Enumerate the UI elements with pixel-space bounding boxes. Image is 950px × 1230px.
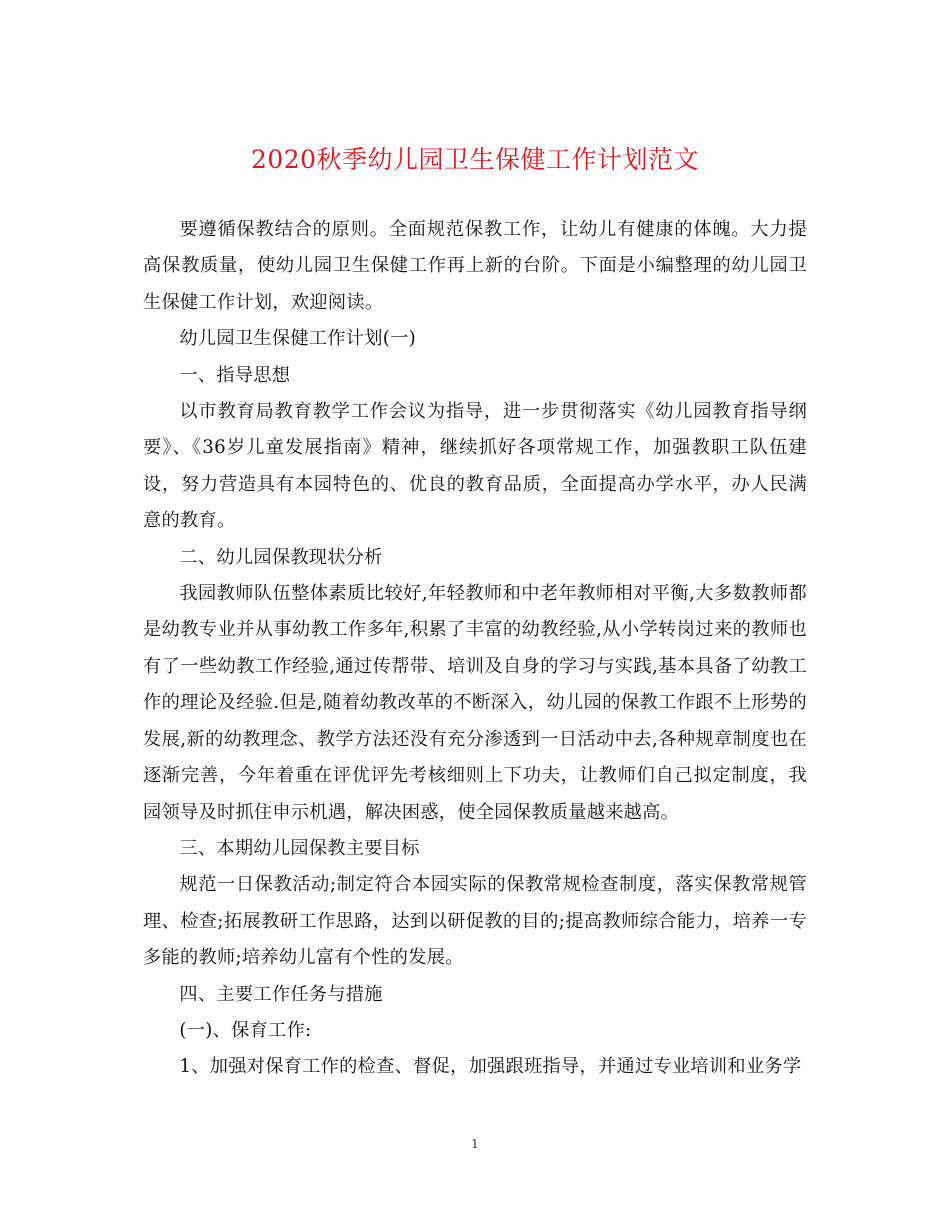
section-heading-main-goals: 三、本期幼儿园保教主要目标 <box>179 837 420 859</box>
paragraph-guiding-ideology: 以市教育局教育教学工作会议为指导，进一步贯彻落实《幼儿园教育指导纲要》、《36岁儿童发展指南》精神，继续抓好各项常规工作，加强教职工队伍建设，努力营造具有本园特色的、优良的教育品质，全面提高办学水平，办人民满意的教育。 <box>143 401 807 532</box>
document-body <box>143 212 807 1086</box>
paragraph-main-goals: 规范一日保教活动;制定符合本园实际的保教常规检查制度，落实保教常规管理、检查;拓展教研工作思路，达到以研促教的目的;提高教师综合能力，培养一专多能的教师;培养幼儿富有个性的发展。 <box>143 874 807 969</box>
paragraph-plan-heading: 幼儿园卫生保健工作计划(一) <box>179 328 417 350</box>
page-number: 1 <box>471 1137 479 1151</box>
document-title: 2020秋季幼儿园卫生保健工作计划范文 <box>250 145 700 174</box>
paragraph-status-analysis: 我园教师队伍整体素质比较好,年轻教师和中老年教师相对平衡,大多数教师都是幼教专业并从事幼教工作多年,积累了丰富的幼教经验,从小学转岗过来的教师也有了一些幼教工作经验,通过传帮带、培训及自身的学习与实践,基本具备了幼教工作的理论及经验.但是,随着幼教改革的不断深入，幼儿园的保教工作跟不上形势的发展,新的幼教理念、教学方法还没有充分渗透到一日活动中去,各种规章制度也在逐渐完善，今年着重在评优评先考核细则上下功夫，让教师们自己拟定制度，我园领导及时抓住申示机遇，解决困惑，使全园保教质量越来越高。 <box>143 583 807 823</box>
section-heading-guiding-ideology: 一、指导思想 <box>179 364 291 386</box>
subsection-heading-care-work: (一)、保育工作: <box>179 1019 312 1041</box>
paragraph-intro: 要遵循保教结合的原则。全面规范保教工作，让幼儿有健康的体魄。大力提高保教质量，使幼儿园卫生保健工作再上新的台阶。下面是小编整理的幼儿园卫生保健工作计划，欢迎阅读。 <box>143 219 807 313</box>
paragraph-care-work-item-1: 1、加强对保育工作的检查、督促，加强跟班指导，并通过专业培训和业务学 <box>179 1056 802 1078</box>
section-heading-tasks-measures: 四、主要工作任务与措施 <box>179 983 383 1005</box>
section-heading-status-analysis: 二、幼儿园保教现状分析 <box>179 546 383 568</box>
